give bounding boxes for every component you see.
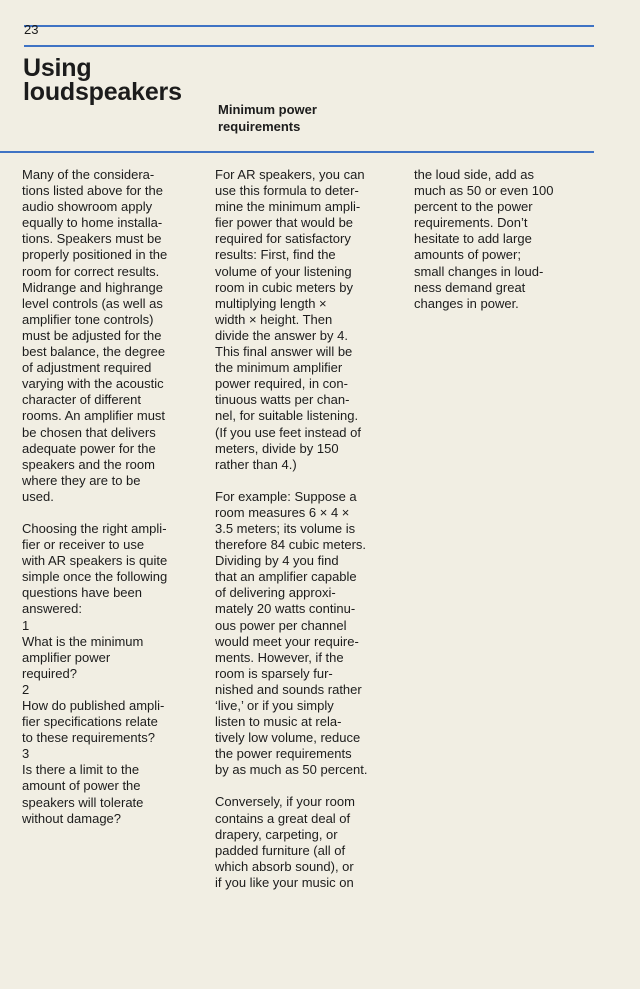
paragraph: Many of the considera- tions listed above for the audio showroom apply equally to home installa- tions. Speakers must be properly positioned in the room for correct results. Midrange and highrange level controls (as well as amplifier tone controls) must be adjusted for the best balance, the degree of adjustment required varying with the acoustic character of different rooms. An amplifier must be chosen that delivers adequate power for the speakers and the room where they are to be used. bbox=[22, 167, 168, 504]
section-rule bbox=[0, 151, 594, 153]
section-heading bbox=[218, 101, 317, 135]
paragraph: Choosing the right ampli- fier or receiver to use with AR speakers is quite simple once the following questions have been answered: 1 What is the minimum amplifier power required? 2 How do published ampli- fier specifications relate to these requirements? 3 Is there a limit to the amount of power the speakers will tolerate without damage? bbox=[22, 520, 168, 826]
section-heading-line-1: Minimum power bbox=[218, 102, 317, 117]
text-column-1 bbox=[22, 167, 212, 843]
page-number: 23 bbox=[24, 22, 39, 37]
paragraph: the loud side, add as much as 50 or even 100 percent to the power requirements. Don’t hesitate to add large amounts of power; small changes in loud- ness demand great changes in power. bbox=[414, 167, 554, 311]
top-rule-lower bbox=[24, 45, 594, 47]
text-column-2 bbox=[215, 167, 407, 907]
section-heading-line-2: requirements bbox=[218, 119, 301, 134]
text-column-3 bbox=[414, 167, 596, 328]
title-line-1: Using bbox=[23, 54, 92, 82]
paragraph: Conversely, if your room contains a great deal of drapery, carpeting, or padded furniture (all of which absorb sound), or if you like your music on bbox=[215, 794, 355, 890]
page-title bbox=[23, 56, 182, 104]
paragraph: For AR speakers, you can use this formula to deter- mine the minimum ampli- fier power that would be required for satisfactory results: First, find the volume of your listening room in cubic meters by multiplying length × width × height. Then divide the answer by 4. This final answer will be the minimum amplifier power required, in con- tinuous watts per chan- nel, for suitable listening. (If you use feet instead of meters, divide by 150 rather than 4.) bbox=[215, 167, 365, 472]
paragraph: For example: Suppose a room measures 6 × 4 × 3.5 meters; its volume is therefore 84 cubic meters. Dividing by 4 you find that an amplifier capable of delivering approxi- mately 20 watts continu- ous power per channel would meet your require- ments. However, if the room is sparsely fur- nished and sounds rather ‘live,’ or if you simply listen to music at rela- tively low volume, reduce the power requirements by as much as 50 percent. bbox=[215, 488, 368, 778]
title-line-2: loudspeakers bbox=[23, 78, 182, 106]
top-rule-upper bbox=[24, 25, 594, 27]
